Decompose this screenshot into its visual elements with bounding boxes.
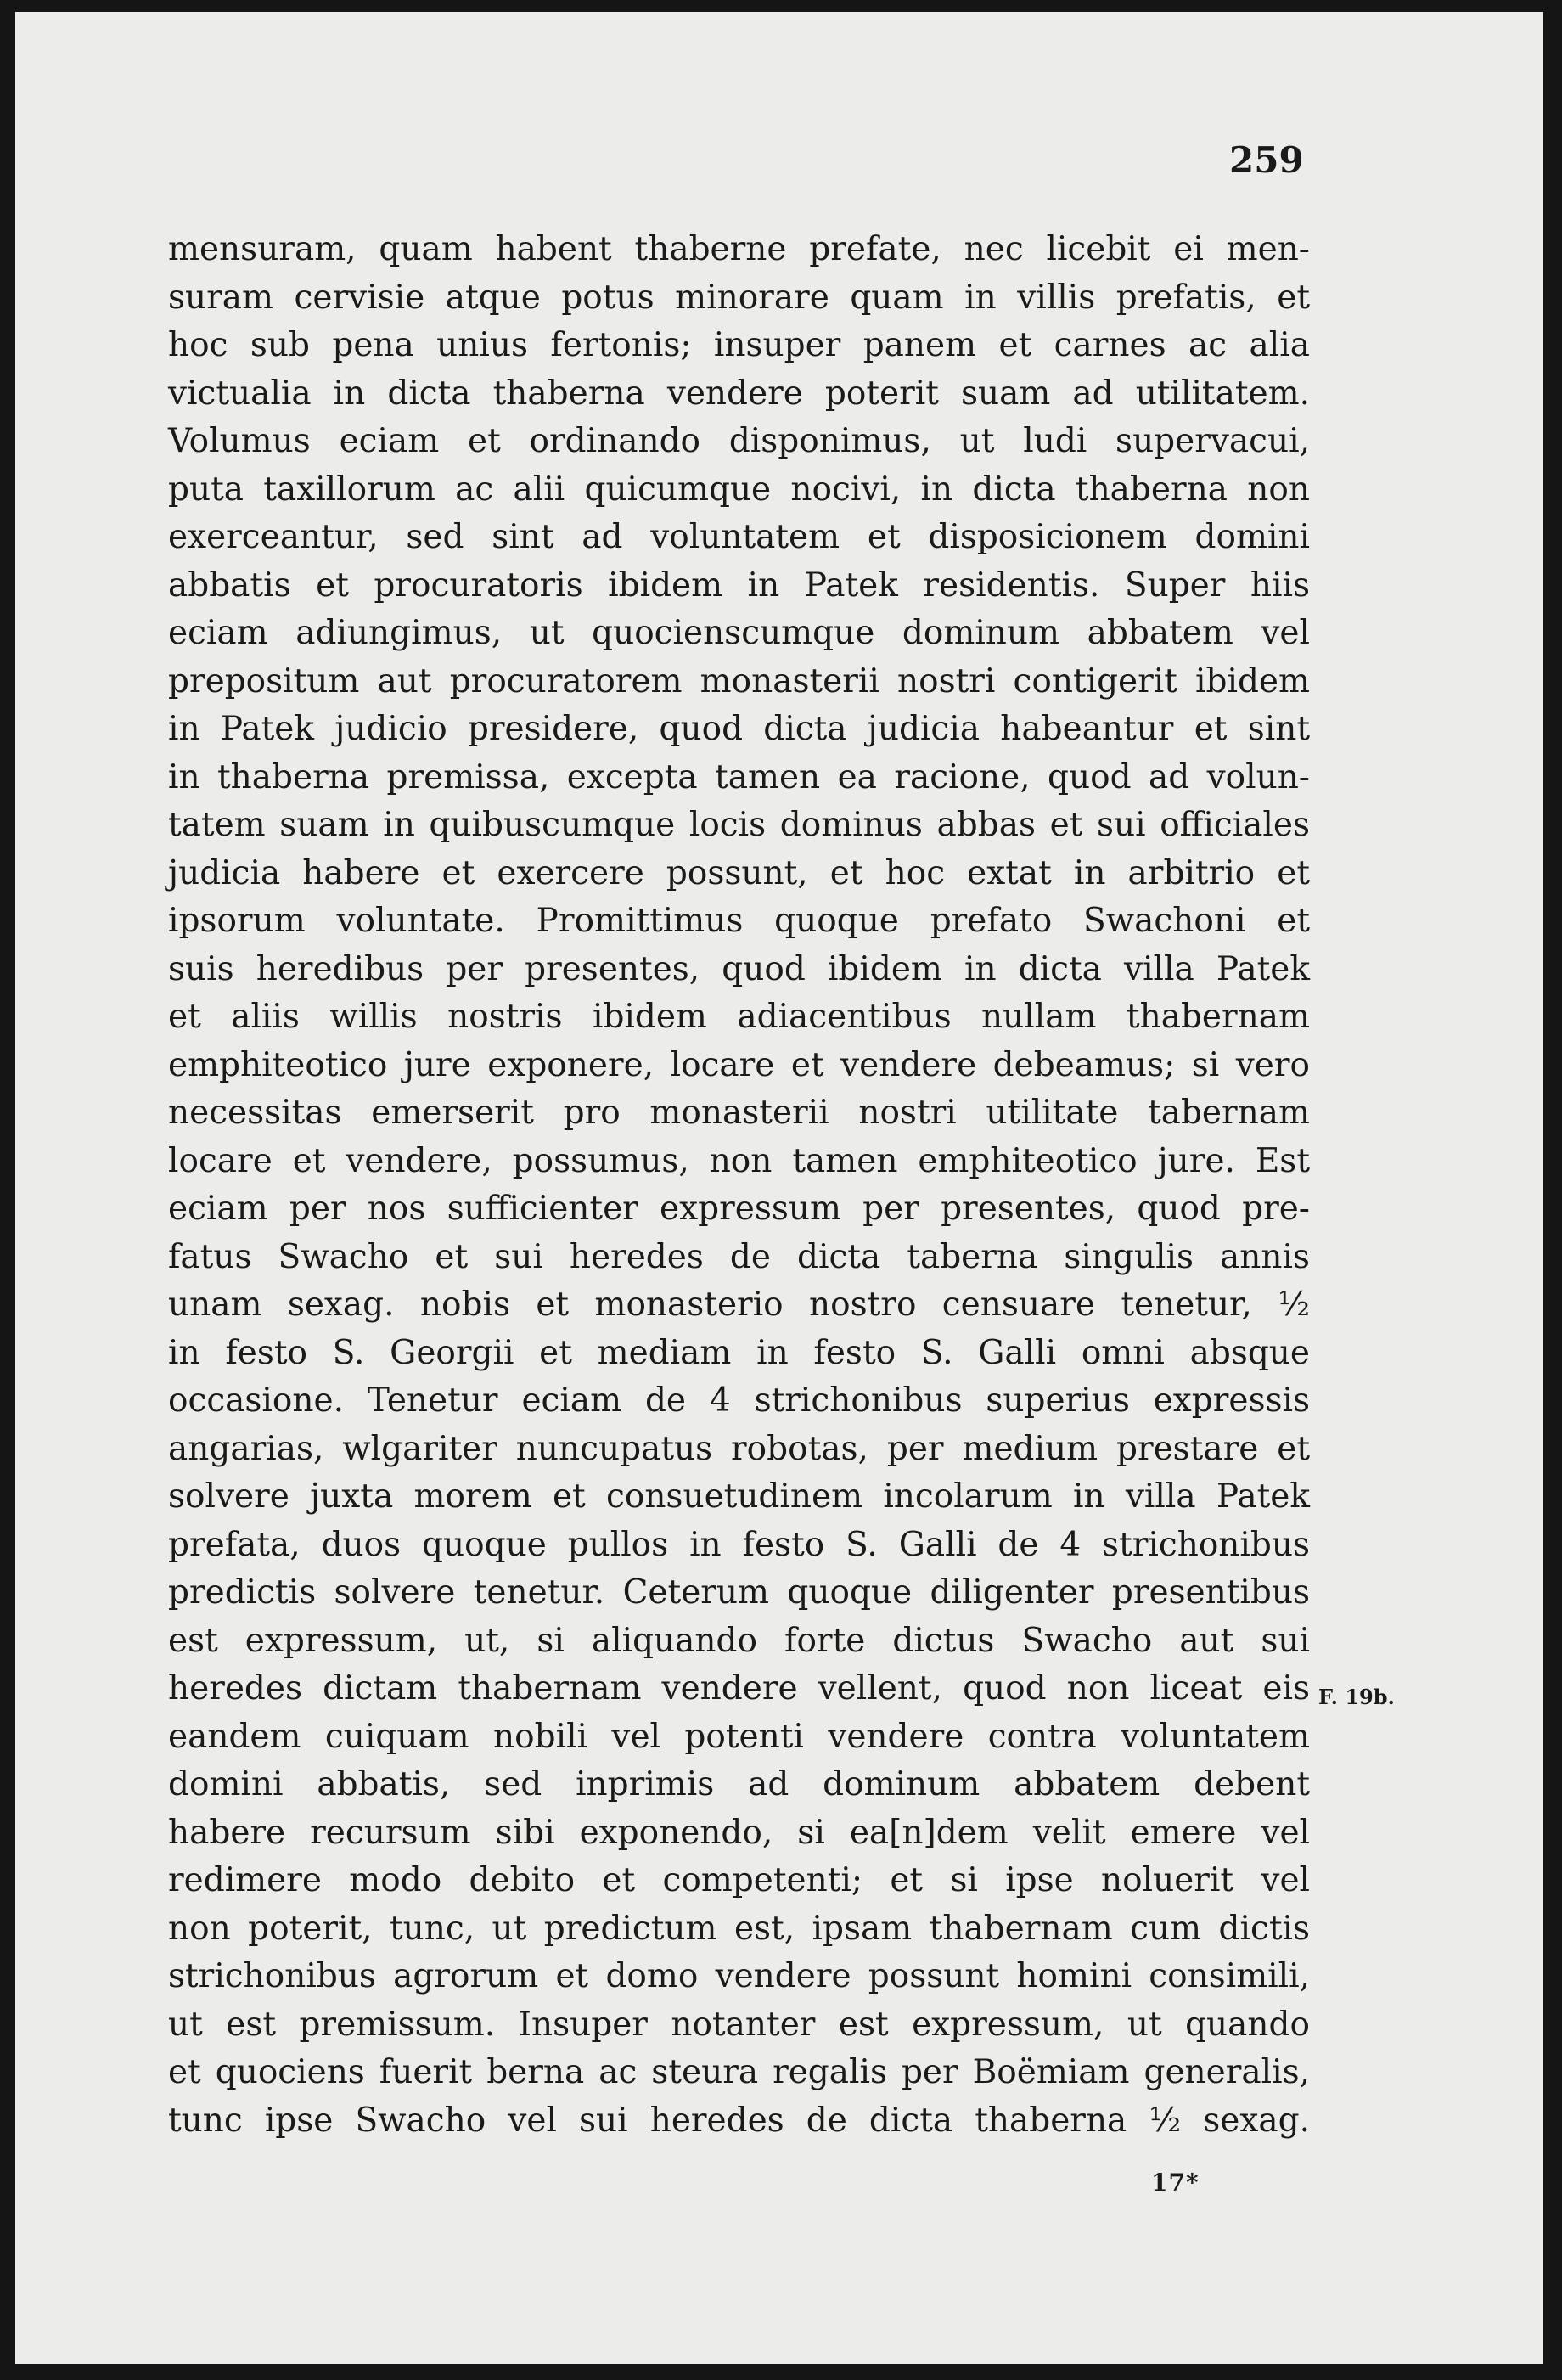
text-line: ut est premissum. Insuper notanter est expressum, ut quando bbox=[168, 2005, 1310, 2044]
text-line: heredes dictam thabernam vendere vellent, quod non liceat eis bbox=[168, 1669, 1310, 1708]
text-line: tatem suam in quibuscumque locis dominus abbas et sui officiales bbox=[168, 806, 1310, 844]
book-page bbox=[15, 12, 1543, 2364]
text-line: abbatis et procuratoris ibidem in Patek residentis. Super hiis bbox=[168, 565, 1310, 605]
text-line: mensuram, quam habent thaberne prefate, nec licebit ei men- bbox=[168, 230, 1310, 268]
text-line: unam sexag. nobis et monasterio nostro censuare tenetur, ½ bbox=[168, 1286, 1310, 1324]
text-line: et aliis willis nostris ibidem adiacentibus nullam thabernam bbox=[168, 998, 1310, 1036]
text-line: occasione. Tenetur eciam de 4 strichonibus superius expressis bbox=[168, 1381, 1310, 1420]
text-line: non poterit, tunc, ut predictum est, ipsam thabernam cum dictis bbox=[168, 1909, 1310, 1948]
text-line: habere recursum sibi exponendo, si ea[n]dem velit emere vel bbox=[168, 1813, 1310, 1852]
text-line: in thaberna premissa, excepta tamen ea racione, quod ad volun- bbox=[168, 757, 1310, 796]
text-line: emphiteotico jure exponere, locare et vendere debeamus; si vero bbox=[168, 1045, 1310, 1084]
text-line: prepositum aut procuratorem monasterii nostri contigerit ibidem bbox=[168, 661, 1310, 700]
text-line: ipsorum voluntate. Promittimus quoque prefato Swachoni et bbox=[168, 902, 1310, 940]
text-line: puta taxillorum ac alii quicumque nocivi, in dicta thaberna non bbox=[168, 470, 1310, 509]
text-line: tunc ipse Swacho vel sui heredes de dicta thaberna ½ sexag. bbox=[168, 2101, 1310, 2140]
text-line: suram cervisie atque potus minorare quam in villis prefatis, et bbox=[168, 278, 1310, 317]
text-line: eciam adiungimus, ut quocienscumque dominum abbatem vel bbox=[168, 614, 1310, 652]
text-line: suis heredibus per presentes, quod ibidem in dicta villa Patek bbox=[168, 949, 1310, 988]
text-line: exerceantur, sed sint ad voluntatem et disposicionem domini bbox=[168, 518, 1310, 556]
text-line: domini abbatis, sed inprimis ad dominum abbatem debent bbox=[168, 1765, 1310, 1803]
text-line: prefata, duos quoque pullos in festo S. Galli de 4 strichonibus bbox=[168, 1525, 1310, 1564]
text-line: solvere juxta morem et consuetudinem incolarum in villa Patek bbox=[168, 1477, 1310, 1516]
text-line: judicia habere et exercere possunt, et hoc extat in arbitrio et bbox=[168, 853, 1310, 892]
text-line: angarias, wlgariter nuncupatus robotas, per medium prestare et bbox=[168, 1429, 1310, 1468]
text-line: eciam per nos sufficienter expressum per presentes, quod pre- bbox=[168, 1190, 1310, 1228]
text-line: est expressum, ut, si aliquando forte dictus Swacho aut sui bbox=[168, 1621, 1310, 1660]
text-line: et quociens fuerit berna ac steura regalis per Boëmiam generalis, bbox=[168, 2053, 1310, 2091]
text-line: Volumus eciam et ordinando disponimus, ut ludi supervacui, bbox=[168, 422, 1310, 460]
text-line: victualia in dicta thaberna vendere poterit suam ad utilitatem. bbox=[168, 374, 1310, 413]
text-line: redimere modo debito et competenti; et si ipse noluerit vel bbox=[168, 1861, 1310, 1899]
text-line: hoc sub pena unius fertonis; insuper panem et carnes ac alia bbox=[168, 326, 1310, 364]
printer-signature: 17* bbox=[1151, 2169, 1200, 2197]
text-line: predictis solvere tenetur. Ceterum quoque diligenter presentibus bbox=[168, 1573, 1310, 1612]
folio-margin-note: F. 19b. bbox=[1318, 1685, 1395, 1709]
text-line: locare et vendere, possumus, non tamen emphiteotico jure. Est bbox=[168, 1141, 1310, 1180]
text-line: strichonibus agrorum et domo vendere possunt homini consimili, bbox=[168, 1957, 1310, 1995]
body-text bbox=[168, 226, 1310, 2145]
text-line: in Patek judicio presidere, quod dicta judicia habeantur et sint bbox=[168, 710, 1310, 748]
text-line: eandem cuiquam nobili vel potenti vendere contra voluntatem bbox=[168, 1717, 1310, 1756]
text-line: in festo S. Georgii et mediam in festo S. Galli omni absque bbox=[168, 1333, 1310, 1372]
text-line: necessitas emerserit pro monasterii nostri utilitate tabernam bbox=[168, 1094, 1310, 1132]
page-number: 259 bbox=[1229, 139, 1304, 181]
text-line: fatus Swacho et sui heredes de dicta taberna singulis annis bbox=[168, 1237, 1310, 1276]
